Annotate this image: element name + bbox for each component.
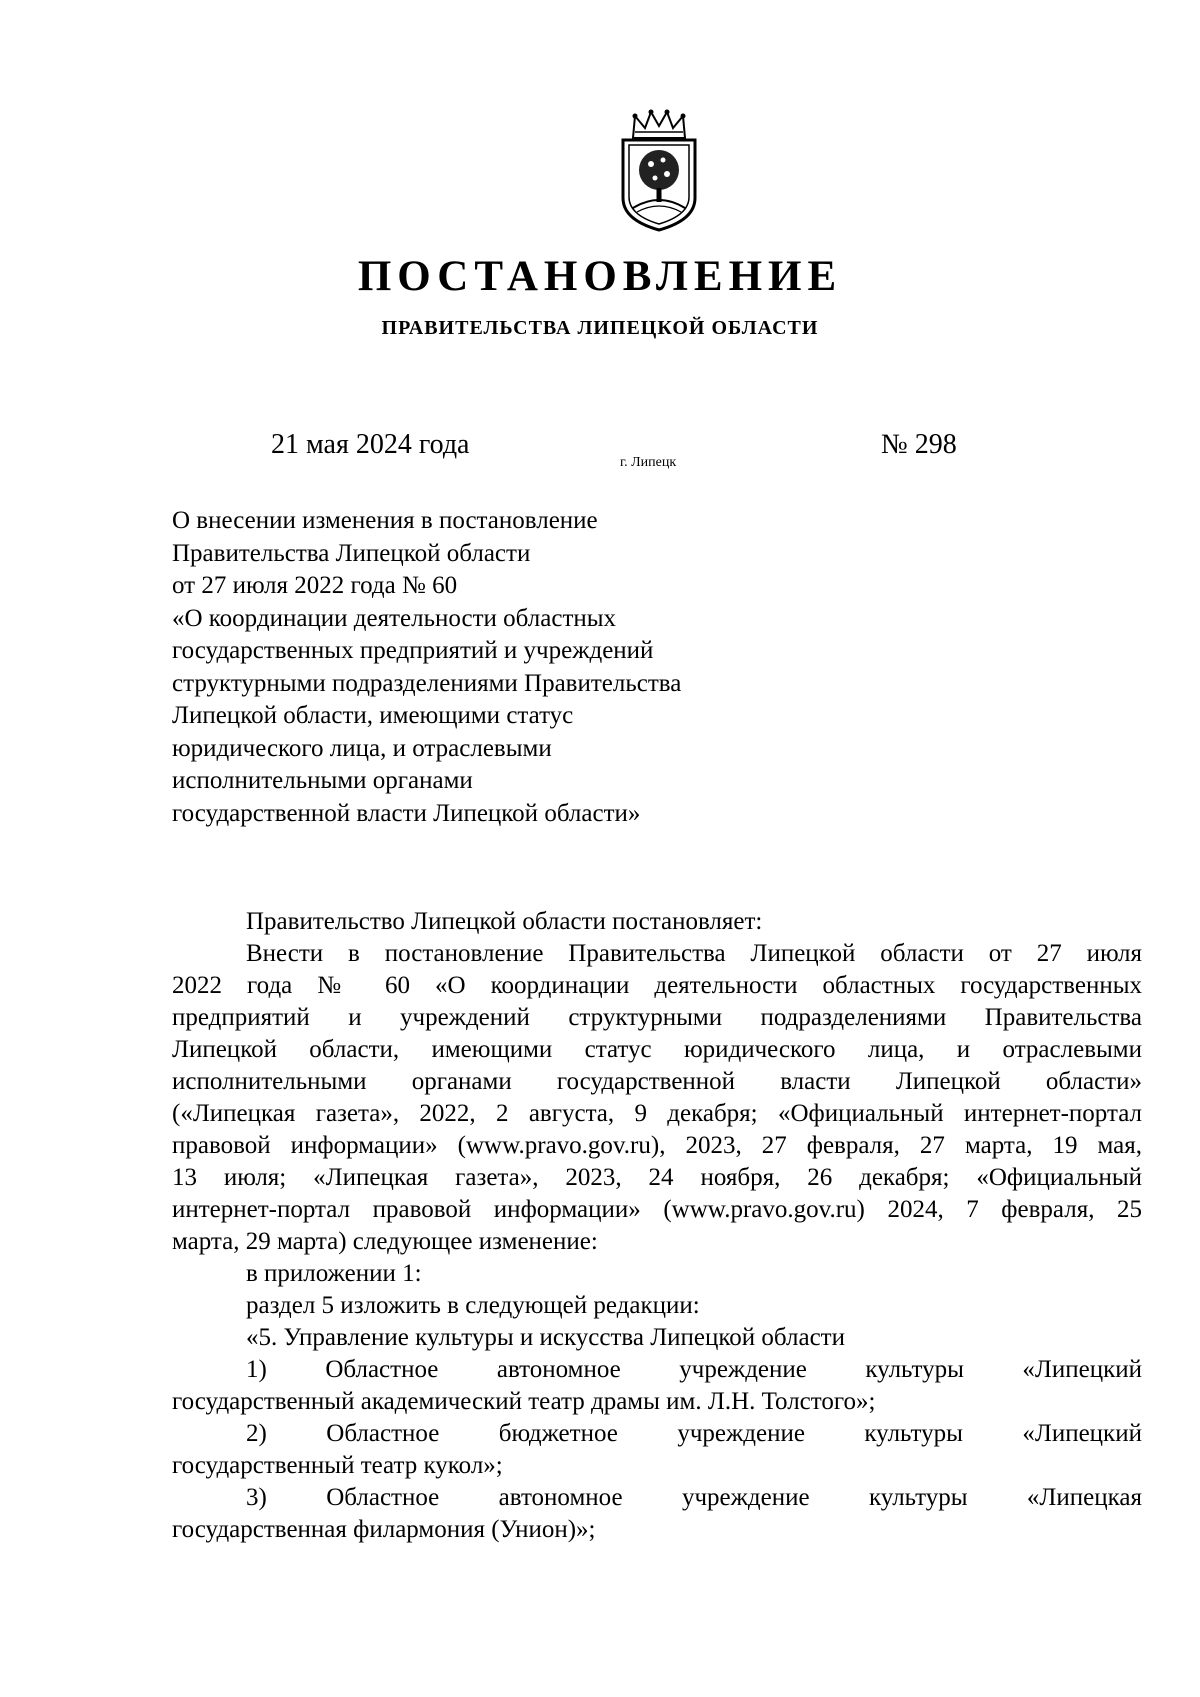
list-item-first-line	[172, 1354, 1142, 1386]
list-item	[172, 1354, 1142, 1418]
main-line: исполнительными органами государственной власти Липецкой области»	[172, 1068, 1142, 1095]
main-line: 2022 года № 60 «О координации деятельности областных государственных	[172, 972, 1142, 999]
item-word: автономное	[498, 1484, 623, 1511]
item-word: автономное	[496, 1356, 621, 1383]
section-instruction: раздел 5 изложить в следующей редакции:	[246, 1292, 700, 1319]
item-word: учреждение	[677, 1420, 805, 1447]
item-word: 1)	[246, 1356, 267, 1383]
list-item-first-line	[172, 1482, 1142, 1514]
main-paragraph	[172, 938, 1142, 1258]
list-item	[172, 1418, 1142, 1482]
item-word: 3)	[246, 1484, 267, 1511]
main-line: интернет-портал правовой информации» (www.pravo.gov.ru) 2024, 7 февраля, 25	[172, 1196, 1142, 1223]
list-item-continuation: государственный академический театр драмы им. Л.Н. Толстого»;	[172, 1388, 876, 1415]
main-line: предприятий и учреждений структурными подразделениями Правительства	[172, 1004, 1142, 1031]
heading-line: структурными подразделениями Правительства	[172, 669, 682, 697]
document-city: г. Липецк	[620, 455, 677, 470]
annex-line: в приложении 1:	[246, 1260, 422, 1287]
main-line: марта, 29 марта) следующее изменение:	[172, 1228, 598, 1255]
item-word: «Липецкий	[1022, 1356, 1142, 1383]
document-date: 21 мая 2024 года	[271, 429, 470, 460]
section-title: «5. Управление культуры и искусства Липецкой области	[246, 1324, 845, 1351]
heading-line: государственной власти Липецкой области»	[172, 799, 641, 827]
coat-of-arms-icon	[613, 108, 705, 234]
document-heading	[172, 505, 681, 830]
main-line: Внести в постановление Правительства Липецкой области от 27 июля	[246, 940, 1142, 967]
heading-line: юридического лица, и отраслевыми	[172, 734, 552, 762]
item-word: Областное	[325, 1356, 439, 1383]
item-word: «Липецкая	[1026, 1484, 1142, 1511]
heading-line: О внесении изменения в постановление	[172, 507, 598, 534]
list-item	[172, 1482, 1142, 1546]
document-title: ПОСТАНОВЛЕНИЕ	[357, 253, 843, 300]
document-number: № 298	[881, 429, 957, 460]
item-word: учреждение	[681, 1484, 810, 1511]
item-word: «Липецкий	[1022, 1420, 1142, 1447]
main-line: («Липецкая газета», 2022, 2 августа, 9 декабря; «Официальный интернет-портал	[172, 1100, 1142, 1127]
heading-line: исполнительными органами	[172, 767, 473, 794]
document-body	[172, 906, 1142, 1546]
item-word: Областное	[326, 1420, 440, 1447]
main-line: 13 июля; «Липецкая газета», 2023, 24 ноября, 26 декабря; «Официальный	[172, 1164, 1142, 1191]
item-word: культуры	[864, 1420, 963, 1447]
list-item-continuation: государственная филармония (Унион)»;	[172, 1516, 596, 1543]
item-word: Областное	[326, 1484, 440, 1511]
list-item-continuation: государственный театр кукол»;	[172, 1452, 503, 1479]
item-word: учреждение	[679, 1356, 807, 1383]
item-word: 2)	[246, 1420, 267, 1447]
heading-line: государственных предприятий и учреждений	[172, 637, 654, 664]
heading-line: от 27 июля 2022 года № 60	[172, 572, 458, 599]
main-line: Липецкой области, имеющими статус юридического лица, и отраслевыми	[172, 1036, 1142, 1063]
heading-line: Липецкой области, имеющими статус	[172, 702, 574, 729]
intro-paragraph: Правительство Липецкой области постановляет:	[246, 908, 763, 935]
heading-line: Правительства Липецкой области	[172, 539, 531, 567]
item-word: бюджетное	[498, 1420, 618, 1447]
heading-line: «О координации деятельности областных	[172, 604, 617, 632]
document-subtitle: ПРАВИТЕЛЬСТВА ЛИПЕЦКОЙ ОБЛАСТИ	[381, 317, 819, 339]
main-line: правовой информации» (www.pravo.gov.ru), 2023, 27 февраля, 27 марта, 19 мая,	[172, 1132, 1142, 1159]
item-word: культуры	[865, 1356, 964, 1383]
item-word: культуры	[869, 1484, 968, 1511]
list-item-first-line	[172, 1418, 1142, 1450]
